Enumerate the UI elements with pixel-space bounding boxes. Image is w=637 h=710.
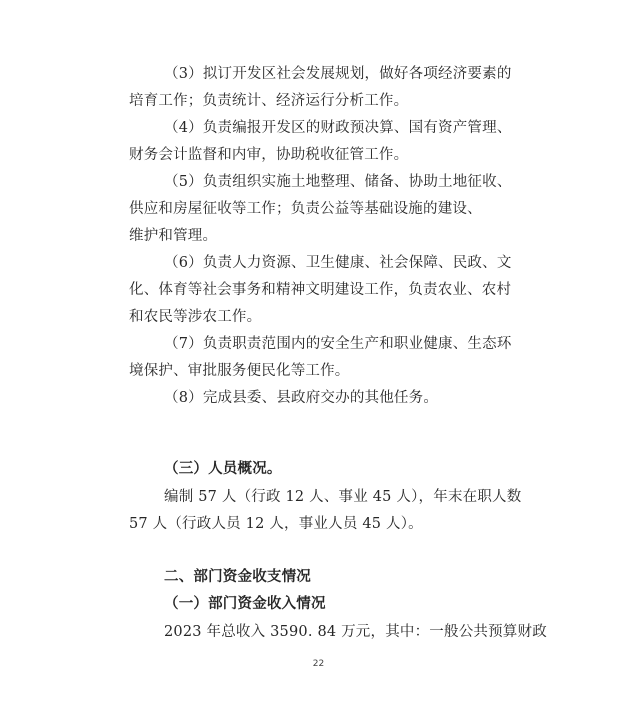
paragraph-8-line-1: （8）完成县委、县政府交办的其他任务。 xyxy=(164,390,439,406)
paragraph-5-line-3: 维护和管理。 xyxy=(129,228,218,244)
paragraph-5-line-1: （5）负责组织实施土地整理、储备、协助土地征收、 xyxy=(164,174,512,190)
paragraph-3-line-2: 培育工作；负责统计、经济运行分析工作。 xyxy=(129,93,409,109)
paragraph-6-line-3: 和农民等涉农工作。 xyxy=(129,309,262,325)
paragraph-3-line-1: （3）拟订开发区社会发展规划，做好各项经济要素的 xyxy=(164,66,512,82)
paragraph-4-line-1: （4）负责编报开发区的财政预决算、国有资产管理、 xyxy=(164,120,512,136)
personnel-line-1: 编制 57 人（行政 12 人、事业 45 人），年末在职人数 xyxy=(164,489,522,505)
paragraph-5-line-2: 供应和房屋征收等工作；负责公益等基础设施的建设、 xyxy=(129,201,482,217)
paragraph-6-line-2: 化、体育等社会事务和精神文明建设工作，负责农业、农村 xyxy=(129,282,512,298)
section-heading: 二、部门资金收支情况 xyxy=(164,569,311,585)
personnel-line-2: 57 人（行政人员 12 人，事业人员 45 人）。 xyxy=(129,516,423,532)
page-number: 22 xyxy=(312,659,325,669)
paragraph-4-line-2: 财务会计监督和内审，协助税收征管工作。 xyxy=(129,147,409,163)
paragraph-7-line-2: 境保护、审批服务便民化等工作。 xyxy=(129,363,350,379)
income-line: 2023 年总收入 3590. 84 万元，其中：一般公共预算财政 xyxy=(164,624,547,640)
paragraph-6-line-1: （6）负责人力资源、卫生健康、社会保障、民政、文 xyxy=(164,255,512,271)
personnel-heading: （三）人员概况。 xyxy=(164,461,282,477)
subsection-heading: （一）部门资金收入情况 xyxy=(164,596,326,612)
paragraph-7-line-1: （7）负责职责范围内的安全生产和职业健康、生态环 xyxy=(164,336,512,352)
